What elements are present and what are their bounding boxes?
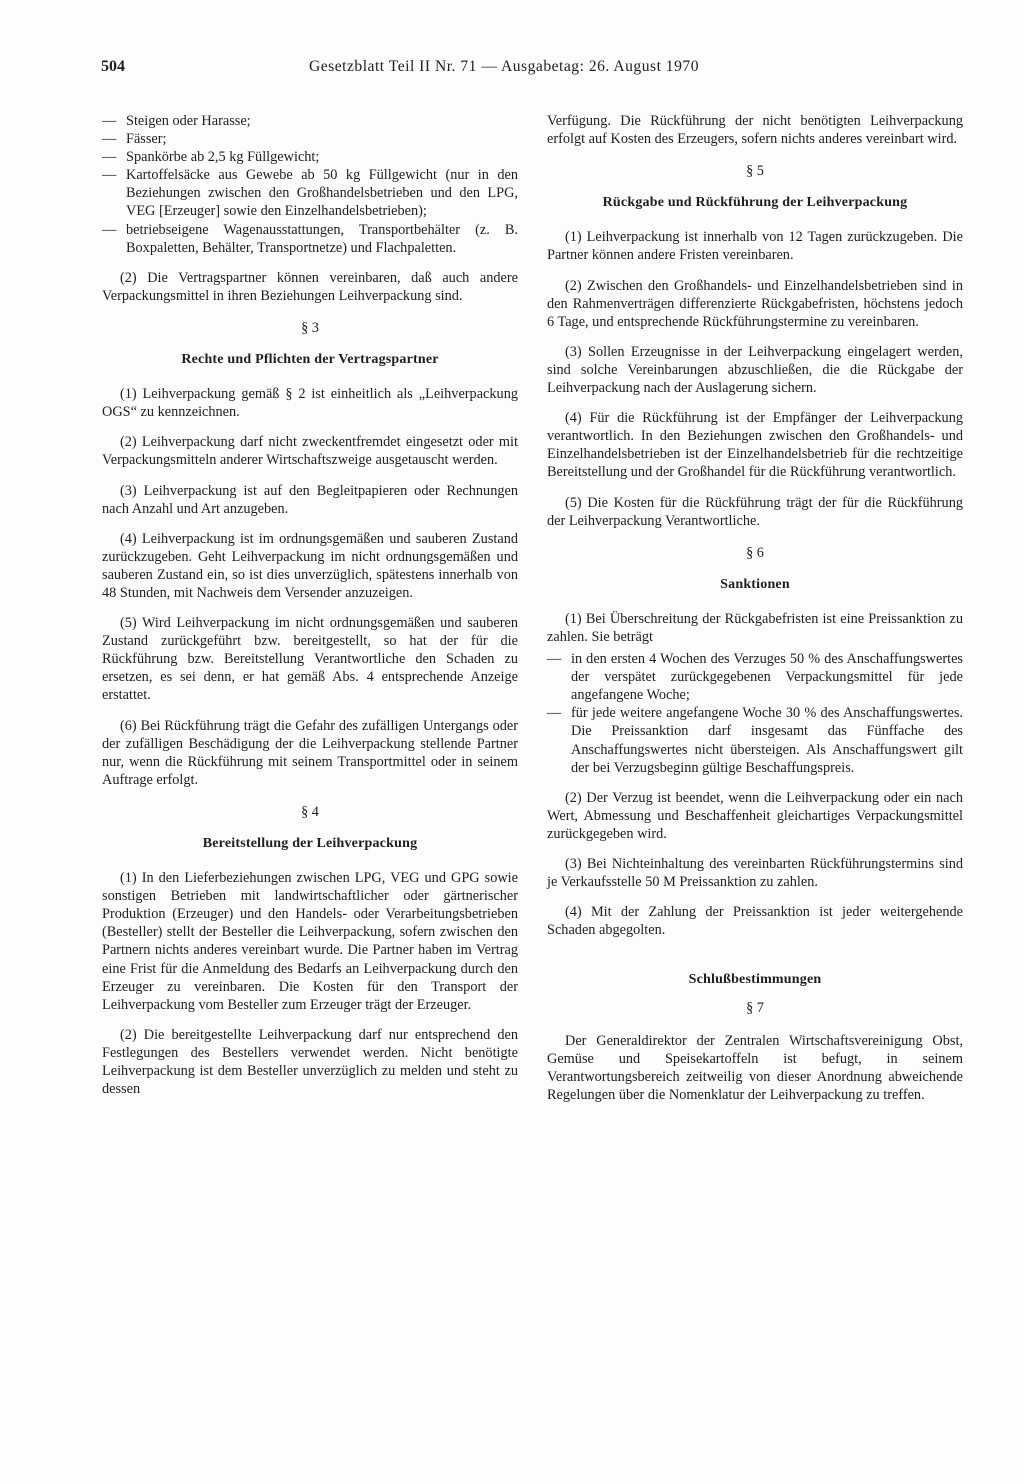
final-provisions-heading: Schlußbestimmungen [688,972,822,988]
paragraph: (2) Leihverpackung darf nicht zweckentfremdet eingesetzt oder mit Verpackungsmitteln anderer Wirtschaftszweige ausgetauscht werden. [102,434,518,469]
list-item: — für jede weitere angefangene Woche 30 % des Anschaffungswertes. Die Preissanktion darf insgesamt das Fünffache des Anschaffungswertes nicht übersteigen. Als Anschaffungswert gilt der bei Verzugsbeginn gültige Beschaffungspreis. [547,705,963,776]
section-number: § 4 [301,803,319,820]
section-number: § 7 [746,1000,764,1017]
page-header [101,58,771,82]
paragraph: (3) Leihverpackung ist auf den Begleitpapieren oder Rechnungen nach Anzahl und Art anzugeben. [102,482,518,517]
page-number: 504 [101,58,125,75]
paragraph: (3) Sollen Erzeugnisse in der Leihverpackung eingelagert werden, sind solche Vereinbarungen abzuschließen, die die Rückgabe der Leihverpackung nach der Auslagerung sichern. [547,343,963,397]
paragraph: (1) Leihverpackung gemäß § 2 ist einheitlich als „Leihverpackung OGS“ zu kennzeichnen. [102,386,518,421]
sanction-list [547,650,963,777]
paragraph: Der Generaldirektor der Zentralen Wirtschaftsvereinigung Obst, Gemüse und Speisekartoffeln ist befugt, in seinem Verantwortungsbereich zeitweilig von dieser Anordnung abweichende Regelungen über die Nomenklatur der Leihverpackung zu treffen. [547,1032,963,1103]
running-title: Gesetzblatt Teil II Nr. 71 — Ausgabetag: 26. August 1970 [309,58,699,75]
paragraph: (1) Bei Überschreitung der Rückgabefristen ist eine Preissanktion zu zahlen. Sie beträgt [547,610,963,645]
paragraph: (1) In den Lieferbeziehungen zwischen LPG, VEG und GPG sowie sonstigen Betrieben mit landwirtschaftlicher oder gärtnerischer Produktion (Erzeuger) und den Handels- oder Verarbeitungsbetrieben (Besteller) stellt der Besteller die Leihverpackung, sofern zwischen den Partnern nichts anderes vereinbart wurde. Die Partner haben im Vertrag eine Frist für die Anmeldung des Bedarfs an Leihverpackung durch den Erzeuger zu vereinbaren. Die Kosten für den Transport der Leihverpackung vom Besteller zum Erzeuger trägt der Erzeuger. [102,870,518,1013]
list-item: — betriebseigene Wagenausstattungen, Transportbehälter (z. B. Boxpaletten, Behälter, Transportnetze) und Flachpaletten. [102,221,518,256]
paragraph: (3) Bei Nichteinhaltung des vereinbarten Rückführungstermins sind je Verkaufsstelle 50 M Preissanktion zu zahlen. [547,856,963,891]
section-number: § 3 [301,319,319,336]
list-item: — in den ersten 4 Wochen des Verzuges 50 % des Anschaffungswertes der verspätet zurückgegebenen Verpackungsmittel für jede angefangene Woche; [547,651,963,704]
right-column [547,112,963,1116]
list-item: — Kartoffelsäcke aus Gewebe ab 50 kg Füllgewicht (nur in den Beziehungen zwischen den Großhandelsbetrieben und den LPG, VEG [Erzeuger] sowie den Einzelhandelsbetrieben); [102,167,518,220]
paragraph: (1) Leihverpackung ist innerhalb von 12 Tagen zurückzugeben. Die Partner können andere Fristen vereinbaren. [547,229,963,264]
list-item: — Spankörbe ab 2,5 kg Füllgewicht; [102,149,320,166]
section-number: § 6 [746,544,764,561]
section-number: § 5 [746,163,764,180]
paragraph: (4) Leihverpackung ist im ordnungsgemäßen und sauberen Zustand zurückzugeben. Geht Leihverpackung im nicht ordnungsgemäßen und sauberen Zustand ein, so ist dies unverzüglich, spätestens innerhalb von 48 Stunden, mit Nachweis dem Versender anzuzeigen. [102,530,518,601]
left-column [102,112,518,1110]
paragraph: (2) Die bereitgestellte Leihverpackung darf nur entsprechend den Festlegungen des Bestellers verwendet werden. Nicht benötigte Leihverpackung ist dem Besteller unverzüglich zu melden und steht zu dessen [102,1026,518,1098]
section-heading: Rückgabe und Rückführung der Leihverpackung [602,195,908,211]
paragraph: (4) Für die Rückführung ist der Empfänger der Leihverpackung verantwortlich. In den Beziehungen zwischen den Großhandels- und Einzelhandelsbetrieben ist der Einzelhandelsbetrieb für die rechtzeitige Bereitstellung und der Großhandel für die Rückführung verantwortlich. [547,410,963,481]
list-item: — Fässer; [102,131,167,148]
packaging-list [102,112,518,257]
list-item: — Steigen oder Harasse; [102,113,251,129]
paragraph: (5) Wird Leihverpackung im nicht ordnungsgemäßen und sauberen Zustand zurückgeführt bzw. bereitgestellt, so hat der für die Rückführung bzw. Bereitstellung Verantwortliche den Schaden zu ersetzen, es sei denn, er hat gemäß Abs. 4 entsprechende Anzeige erstattet. [102,615,518,704]
paragraph: (2) Zwischen den Großhandels- und Einzelhandelsbetrieben sind in den Rahmenverträgen differenzierte Rückgabefristen, höchstens jedoch 6 Tage, und entsprechende Rückführungstermine zu vereinbaren. [547,277,963,330]
paragraph: (6) Bei Rückführung trägt die Gefahr des zufälligen Untergangs oder der zufälligen Beschädigung der die Leihverpackung stellende Partner nur, wenn die Rückführung mit seinem Transportmittel oder in seinem Auftrage erfolgt. [102,717,518,788]
paragraph-continued: Verfügung. Die Rückführung der nicht benötigten Leihverpackung erfolgt auf Kosten des Erzeugers, sofern nichts anderes vereinbart wird. [547,113,963,148]
section-heading: Rechte und Pflichten der Vertragspartner [181,352,439,368]
paragraph: (2) Der Verzug ist beendet, wenn die Leihverpackung oder ein nach Wert, Abmessung und Beschaffenheit gleichartiges Verpackungsmittel zurückgegeben wird. [547,789,963,842]
paragraph: (2) Die Vertragspartner können vereinbaren, daß auch andere Verpackungsmittel in ihren Beziehungen Leihverpackung sind. [102,269,518,304]
paragraph: (4) Mit der Zahlung der Preissanktion ist jeder weitergehende Schaden abgegolten. [547,904,963,939]
section-heading: Bereitstellung der Leihverpackung [202,836,418,851]
paragraph: (5) Die Kosten für die Rückführung trägt der für die Rückführung der Leihverpackung Verantwortliche. [547,494,963,529]
section-heading: Sanktionen [720,576,790,592]
